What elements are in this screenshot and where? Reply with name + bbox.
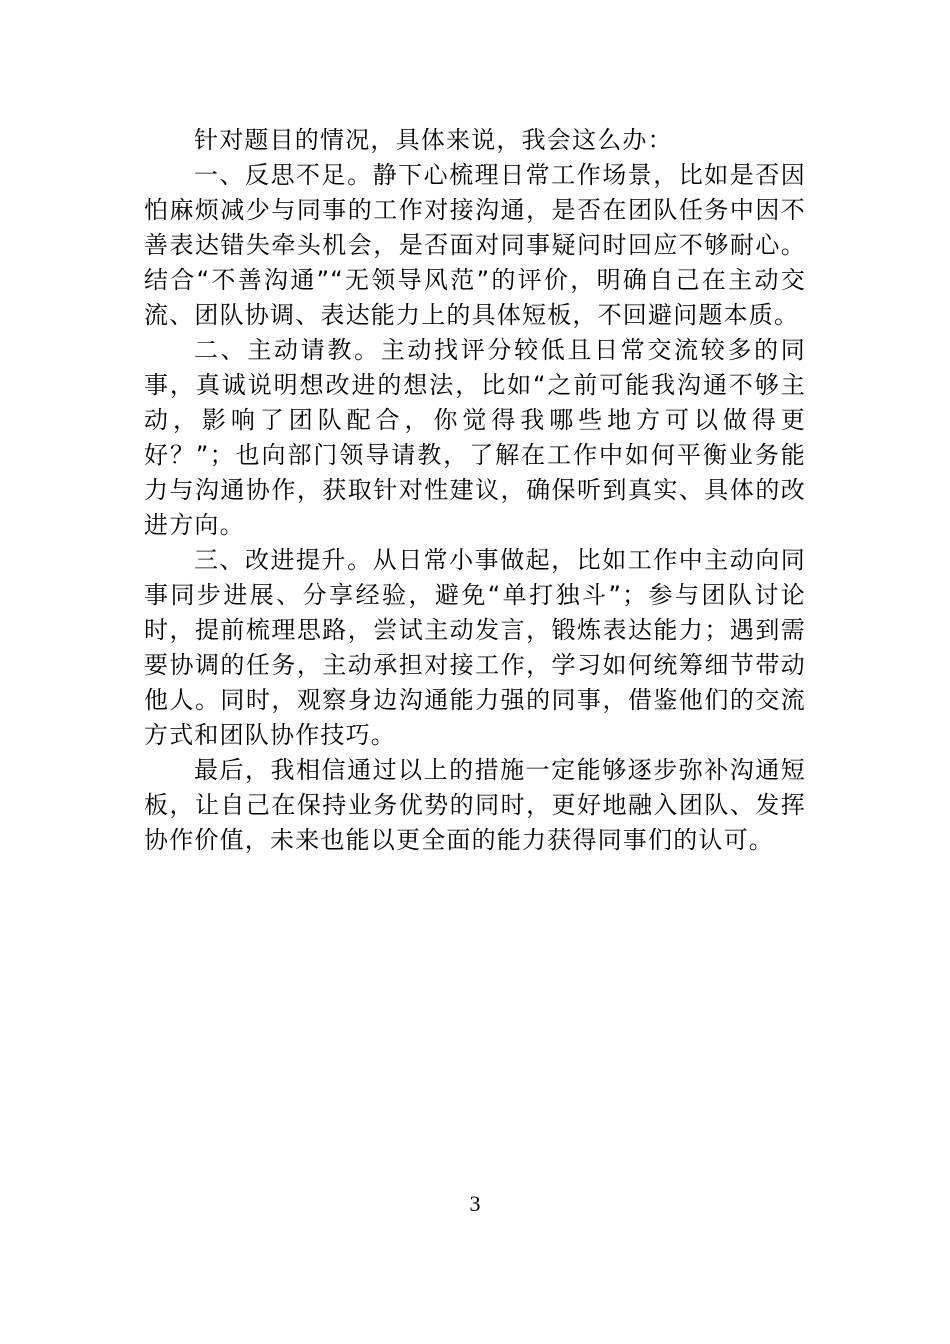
paragraph-conclusion: 最后，我相信通过以上的措施一定能够逐步弥补沟通短板，让自己在保持业务优势的同时，更好地融入团队、发挥协作价值，未来也能以更全面的能力获得同事们的认可。 [144, 756, 806, 854]
document-body [144, 123, 806, 858]
page-number: 3 [469, 1191, 481, 1216]
paragraph-intro: 针对题目的情况，具体来说，我会这么办： [194, 126, 673, 154]
paragraph-reflect: 一、反思不足。静下心梳理日常工作场景，比如是否因怕麻烦减少与同事的工作对接沟通，是否在团队任务中因不善表达错失牵头机会，是否面对同事疑问时回应不够耐心。结合“不善沟通”“无领导风范”的评价，明确自己在主动交流、团队协调、表达能力上的具体短板，不回避问题本质。 [144, 161, 806, 329]
paragraph-consult: 二、主动请教。主动找评分较低且日常交流较多的同事，真诚说明想改进的想法，比如“之前可能我沟通不够主动，影响了团队配合，你觉得我哪些地方可以做得更好？”；也向部门领导请教，了解在工作中如何平衡业务能力与沟通协作，获取针对性建议，确保听到真实、具体的改进方向。 [144, 336, 806, 539]
paragraph-improve: 三、改进提升。从日常小事做起，比如工作中主动向同事同步进展、分享经验，避免“单打独斗”；参与团队讨论时，提前梳理思路，尝试主动发言，锻炼表达能力；遇到需要协调的任务，主动承担对接工作，学习如何统筹细节带动他人。同时，观察身边沟通能力强的同事，借鉴他们的交流方式和团队协作技巧。 [144, 546, 806, 749]
